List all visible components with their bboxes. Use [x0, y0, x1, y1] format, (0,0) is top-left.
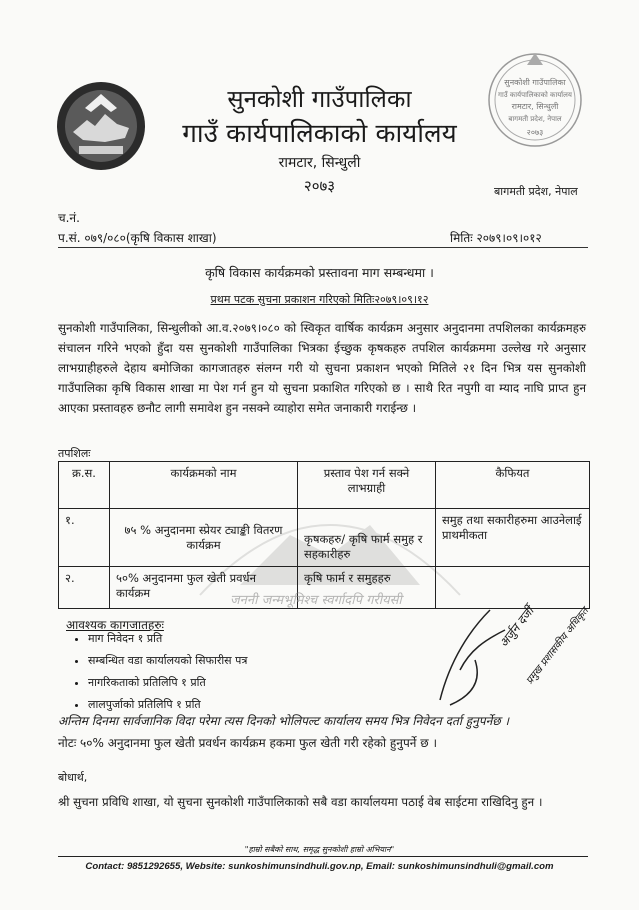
signatory-title: प्रमुख प्रशासकीय अधिकृत	[524, 605, 591, 687]
table-cell: कृषकहरु/ कृषि फार्म समुह र सहकारीहरु	[298, 509, 436, 567]
subject-line: कृषि विकास कार्यक्रमको प्रस्तावना माग सम्बन्धमा ।	[205, 265, 434, 280]
signature-scribble	[430, 600, 520, 710]
signatory-name: अर्जुन दर्जी	[496, 604, 537, 650]
province-label: बागमती प्रदेश, नेपाल	[494, 185, 578, 198]
table-header: प्रस्ताव पेश गर्न सक्ने लाभग्राही	[298, 462, 436, 509]
footer-divider	[58, 856, 588, 857]
table-cell: १.	[59, 509, 110, 567]
requirements-title: आवश्यक कागजातहरुः	[66, 618, 164, 632]
municipality-name: सुनकोशी गाउँपालिका	[227, 85, 412, 113]
table-header: कार्यक्रमको नाम	[110, 462, 298, 509]
table-label: तपशिलः	[58, 447, 91, 460]
office-address: रामटार, सिन्धुली	[278, 155, 361, 171]
info-text: श्री सुचना प्रविधि शाखा, यो सुचना सुनकोशी गाउँपालिकाको सबै वडा कार्यालयमा पठाई वेब साईटमा राखिदिनु हुन ।	[58, 795, 543, 809]
divider	[58, 247, 588, 248]
footer-contact: Contact: 9851292655, Website: sunkoshimunsindhuli.gov.np, Email: sunkoshimunsindhuli@gmail.com	[85, 861, 554, 872]
list-item: • सम्बन्धित वडा कार्यालयको सिफारीस पत्र	[88, 650, 247, 672]
table-cell: कृषि फार्म र समुहहरु	[298, 567, 436, 609]
table-header: क्र.स.	[59, 462, 110, 509]
list-item: • माग निवेदन १ प्रति	[88, 628, 247, 650]
footer-motto: "हाम्रो सबैको साथ, समृद्ध सुनकोशी हाम्रो अभियान"	[244, 845, 395, 854]
list-item: • नागरिकताको प्रतिलिपि १ प्रति	[88, 672, 247, 694]
letter-date: मितिः २०७९।०९।०१२	[450, 231, 542, 245]
list-item: • लालपुर्जाको प्रतिलिपि १ प्रति	[88, 694, 247, 716]
note-text: नोटः ५०% अनुदानमा फुल खेती प्रवर्धन कार्यक्रम हकमा फुल खेती गरी रहेको हुनुपर्ने छ ।	[58, 736, 438, 750]
svg-text:सुनकोशी गाउँपालिका: सुनकोशी गाउँपालिका	[504, 78, 566, 87]
watermark-motto: जननी जन्मभूमिश्च स्वर्गादपि गरीयसी	[230, 593, 402, 608]
establishment-year: २०७३	[303, 177, 336, 195]
table-cell: २.	[59, 567, 110, 609]
svg-text:बागमती प्रदेश, नेपाल: बागमती प्रदेश, नेपाल	[508, 115, 562, 123]
publication-date: प्रथम पटक सुचना प्रकाशन गरिएको मितिः२०७९।०९।१२	[210, 293, 429, 306]
svg-text:गाउँ कार्यपालिकाको कार्यालय: गाउँ कार्यपालिकाको कार्यालय	[498, 91, 572, 99]
deadline-note: अन्तिम दिनमा सार्वजानिक विदा परेमा त्यस दिनको भोलिपल्ट कार्यालय समय भित्र निवेदन दर्ता हुनुपर्नेछ ।	[58, 714, 510, 728]
letter-number: प.सं. ०७९/०८०(कृषि विकास शाखा)	[58, 231, 217, 245]
info-label: बोधार्थ,	[58, 771, 88, 784]
requirements-list	[70, 628, 247, 716]
table-cell: समुह तथा सकारीहरुमा आउनेलाई प्राथमीकता	[436, 509, 590, 567]
notice-body: सुनकोशी गाउँपालिका, सिन्धुलीको आ.व.२०७९।०८० को स्विकृत वार्षिक कार्यक्रम अनुसार अनुदानमा तपशिलका कार्यक्रमहरु संचालन गरिने भएको हुँदा यस सुनकोशी गाउँपालिका भित्रका ईच्छुक कृषकहरु तपशिल कार्यक्रममा उल्लेख गरे अनुसार लाभग्राहीहरुले देहाय बमोजिका कागजातहरु संलग्न गरी यो सुचना प्रकाशन भएको मितिले २१ दिन भित्र यस सुनकोशी गाउँपालिका कृषि विकास शाखा मा पेश गर्न हुन यो सुचना प्रकाशित गरिएको छ । साथै रित नपुगी वा म्याद नाघि प्राप्त हुन आएका प्रस्तावहरु छनौट लागी समावेश हुन नसक्ने व्याहोरा समेत जनाकारी गराईन्छ ।	[58, 321, 586, 415]
program-table	[58, 461, 590, 609]
svg-text:रामटार, सिन्धुली: रामटार, सिन्धुली	[511, 102, 559, 111]
dispatch-number: च.नं.	[58, 211, 80, 225]
table-cell: ७५ % अनुदानमा स्प्रेयर ट्याङ्की वितरण कार्यक्रम	[110, 509, 298, 567]
table-cell: ५०% अनुदानमा फुल खेती प्रवर्धन कार्यक्रम	[110, 567, 298, 609]
svg-text:२०७३: २०७३	[526, 128, 544, 137]
office-name: गाउँ कार्यपालिकाको कार्यालय	[182, 119, 457, 149]
table-header: कैफियत	[436, 462, 590, 509]
table-row	[59, 509, 590, 567]
